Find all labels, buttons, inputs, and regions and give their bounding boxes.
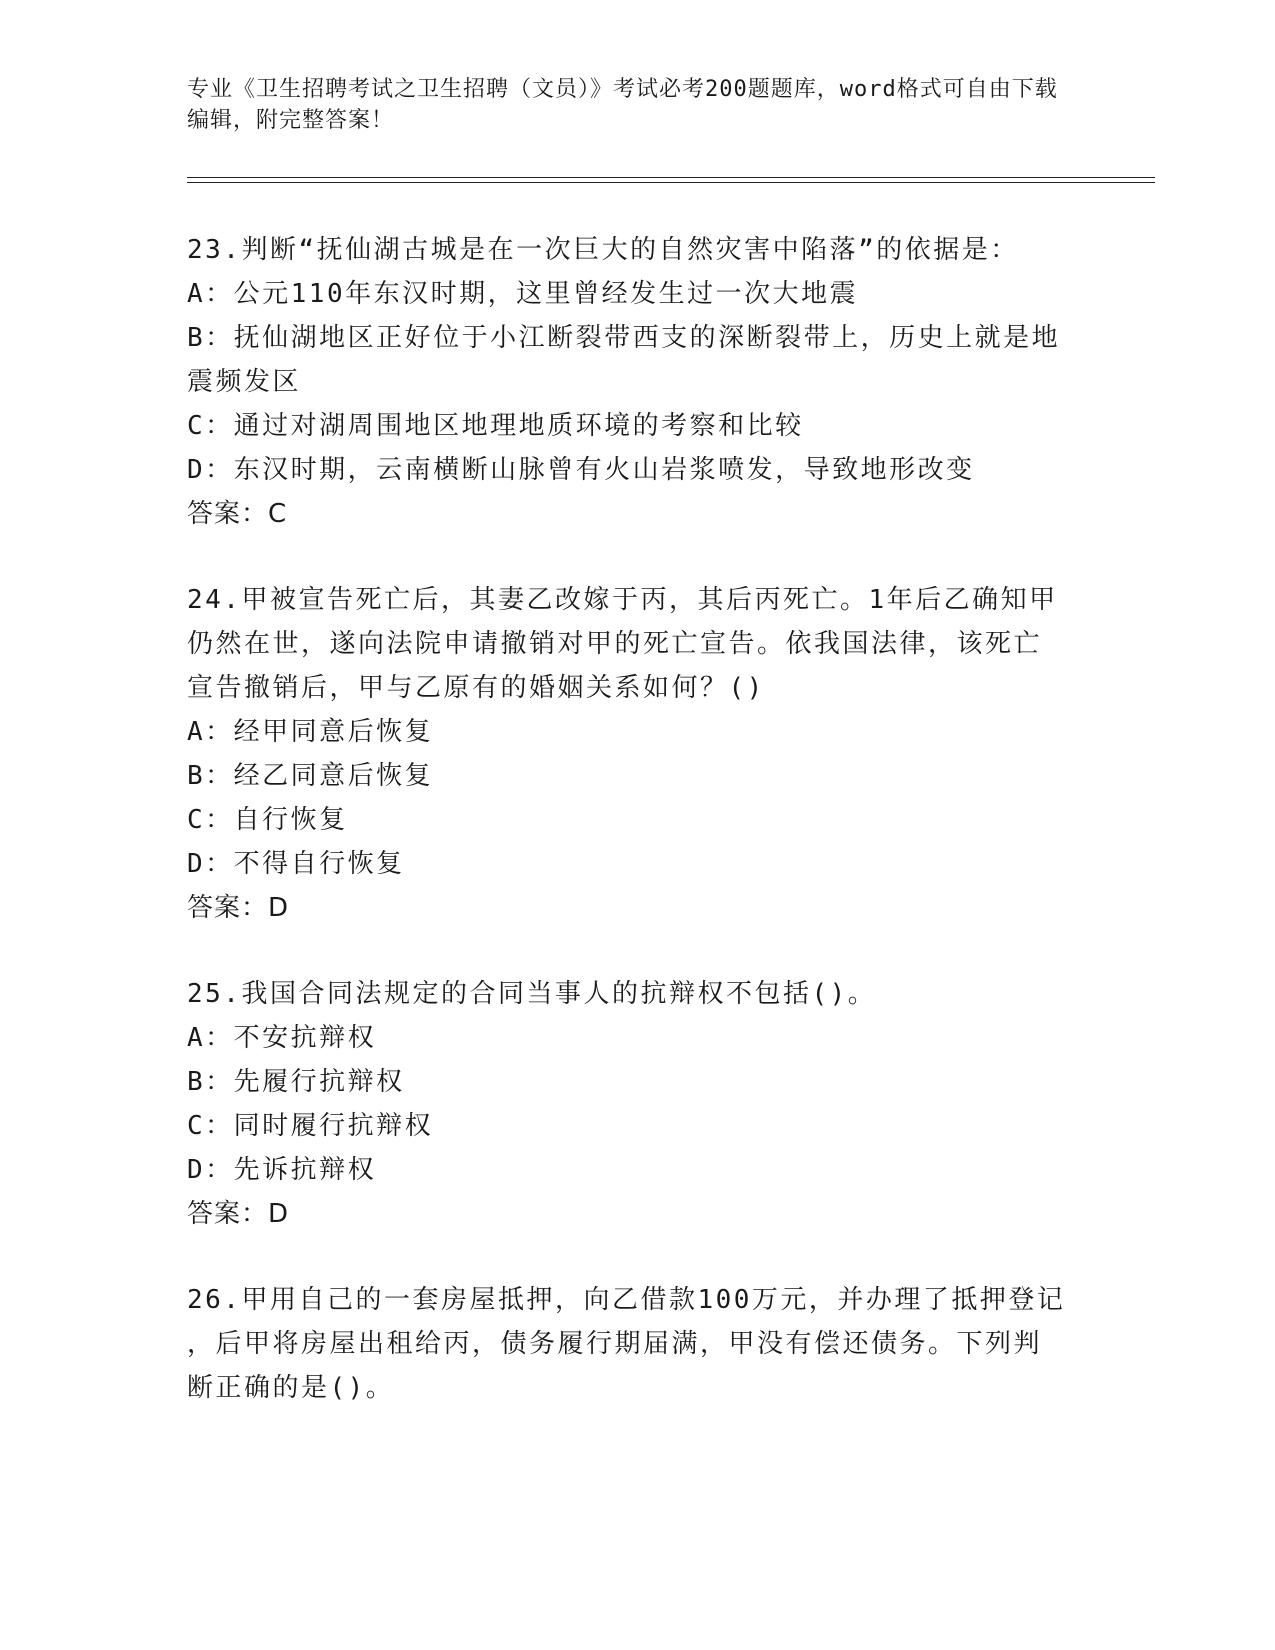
- question-25-stem: 25.我国合同法规定的合同当事人的抗辩权不包括()。: [187, 979, 877, 1009]
- question-24-stem-line-2: 仍然在世，遂向法院申请撤销对甲的死亡宣告。依我国法律，该死亡: [187, 629, 1043, 659]
- question-23-option-b: B：抚仙湖地区正好位于小江断裂带西支的深断裂带上，历史上就是地: [187, 323, 1061, 353]
- question-23-answer: 答案：C: [187, 499, 288, 529]
- question-26-stem-line-1: 26.甲用自己的一套房屋抵押，向乙借款100万元，并办理了抵押登记: [187, 1285, 1066, 1315]
- question-24-option-b: B：经乙同意后恢复: [187, 761, 434, 791]
- question-25-option-c: C：同时履行抗辩权: [187, 1111, 434, 1141]
- question-24-option-a: A：经甲同意后恢复: [187, 717, 434, 747]
- question-23-option-c: C：通过对湖周围地区地理地质环境的考察和比较: [187, 411, 804, 441]
- question-23-option-a: A：公元110年东汉时期，这里曾经发生过一次大地震: [187, 279, 859, 309]
- question-26-stem-line-2: ，后甲将房屋出租给丙，债务履行期届满，甲没有偿还债务。下列判: [187, 1329, 1043, 1359]
- question-23-option-d: D：东汉时期，云南横断山脉曾有火山岩浆喷发，导致地形改变: [187, 455, 975, 485]
- question-25-option-a: A：不安抗辩权: [187, 1023, 377, 1053]
- header-divider-bottom: [187, 182, 1155, 183]
- question-25-answer: 答案：D: [187, 1199, 290, 1229]
- question-23-option-b-cont: 震频发区: [187, 367, 302, 397]
- question-25-option-d: D：先诉抗辩权: [187, 1155, 377, 1185]
- question-23-stem: 23.判断“抚仙湖古城是在一次巨大的自然灾害中陷落”的依据是：: [187, 235, 1019, 265]
- question-24-option-c: C：自行恢复: [187, 805, 348, 835]
- document-header: 专业《卫生招聘考试之卫生招聘（文员）》考试必考200题题库，word格式可自由下载编辑，附完整答案！: [187, 77, 1058, 133]
- question-24-answer: 答案：D: [187, 893, 290, 923]
- question-24-option-d: D：不得自行恢复: [187, 849, 405, 879]
- question-25-option-b: B：先履行抗辩权: [187, 1067, 405, 1097]
- question-24-stem-line-3: 宣告撤销后，甲与乙原有的婚姻关系如何？(): [187, 673, 765, 703]
- question-26-stem-line-3: 断正确的是()。: [187, 1373, 395, 1403]
- header-divider-top: [187, 177, 1155, 178]
- question-24-stem-line-1: 24.甲被宣告死亡后，其妻乙改嫁于丙，其后丙死亡。1年后乙确知甲: [187, 585, 1058, 615]
